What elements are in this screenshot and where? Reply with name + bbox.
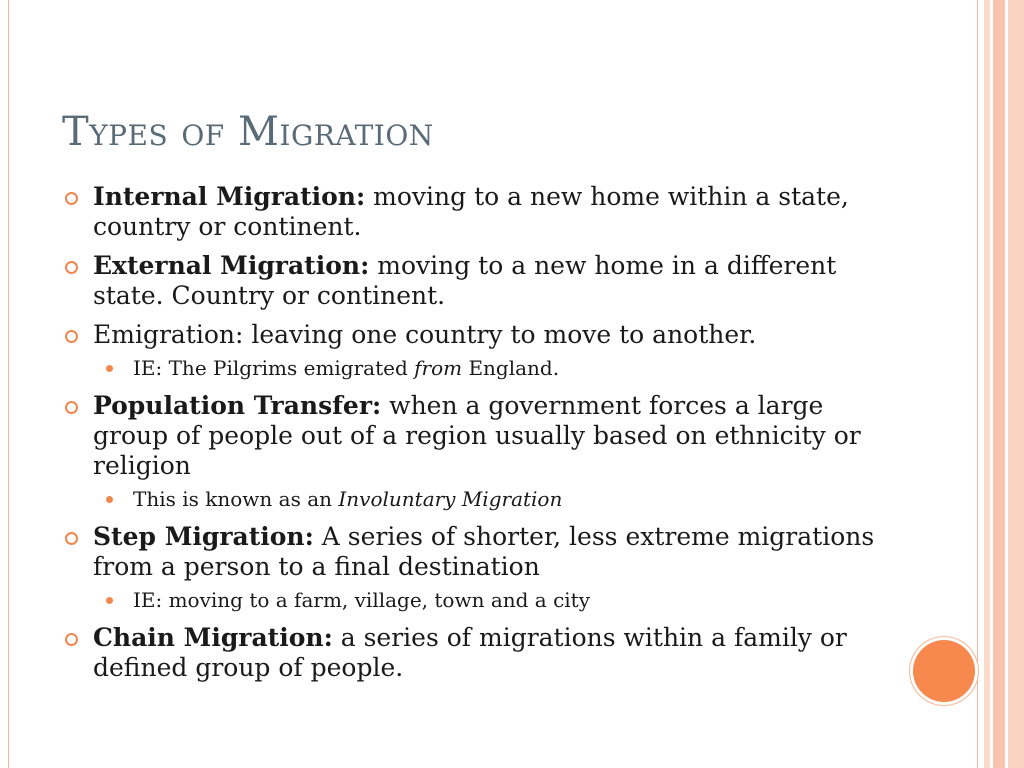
sub-bullet-farm-city: [62, 587, 892, 613]
sub-bullet-emphasis: from: [414, 356, 463, 380]
bullet-list: [62, 182, 892, 692]
ring-bullet-icon: [65, 261, 78, 274]
bullet-text: moving to a new home in a different state. Country or continent.: [93, 251, 837, 310]
bullet-text: when a government forces a large group of people out of a region usually based on ethnicity or religion: [93, 391, 861, 480]
bullet-text: moving to a new home within a state, country or continent.: [93, 182, 849, 241]
bullet-term: Step Migration:: [93, 522, 314, 551]
sub-bullet-text: IE: moving to a farm, village, town and a city: [133, 588, 591, 612]
dot-bullet-icon: [106, 597, 113, 604]
ring-bullet-icon: [65, 330, 78, 343]
sub-bullet-text: This is known as an: [133, 487, 339, 511]
decorative-circle: [913, 640, 975, 702]
bullet-term: External Migration:: [93, 251, 370, 280]
bullet-item-chain-migration: [62, 623, 892, 683]
sub-bullet-text: IE: The Pilgrims emigrated: [133, 356, 415, 380]
bullet-term: Internal Migration:: [93, 182, 366, 211]
ring-bullet-icon: [65, 192, 78, 205]
bullet-term: Population Transfer:: [93, 391, 382, 420]
bullet-text: A series of shorter, less extreme migrations from a person to a final destination: [93, 522, 875, 581]
decorative-stripes: [984, 0, 1024, 768]
bullet-text: Emigration: leaving one country to move to another.: [93, 320, 757, 349]
sub-bullet-involuntary: [62, 486, 892, 512]
slide-title: Types of Migration: [62, 109, 434, 155]
dot-bullet-icon: [106, 496, 113, 503]
sub-bullet-text-end: England.: [462, 356, 560, 380]
sub-bullet-pilgrims: [62, 355, 892, 381]
bullet-text: a series of migrations within a family or defined group of people.: [93, 623, 847, 682]
bullet-item-emigration: [62, 320, 892, 350]
bullet-item-population-transfer: [62, 391, 892, 481]
dot-bullet-icon: [106, 365, 113, 372]
sub-bullet-emphasis: Involuntary Migration: [338, 487, 563, 511]
ring-bullet-icon: [65, 532, 78, 545]
bullet-item-internal-migration: [62, 182, 892, 242]
bullet-term: Chain Migration:: [93, 623, 333, 652]
bullet-item-external-migration: [62, 251, 892, 311]
bullet-item-step-migration: [62, 522, 892, 582]
ring-bullet-icon: [65, 401, 78, 414]
ring-bullet-icon: [65, 633, 78, 646]
